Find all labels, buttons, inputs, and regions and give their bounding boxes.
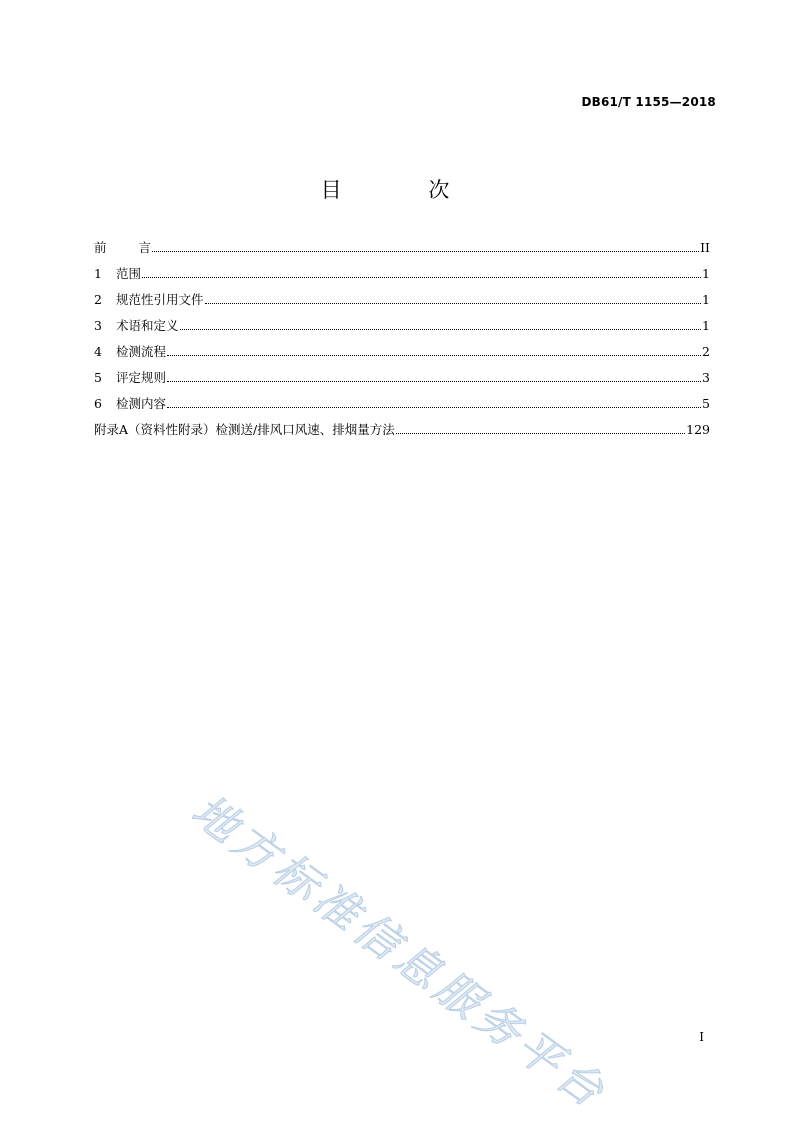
watermark: 地方标准信息服务平台 <box>182 785 617 1121</box>
toc-entry-foreword[interactable] <box>94 238 710 264</box>
toc-dot-leader <box>396 433 685 434</box>
document-code: DB61/T 1155—2018 <box>581 95 716 109</box>
toc-entry-page: 1 <box>702 318 710 333</box>
table-of-contents <box>94 238 710 446</box>
toc-entry-page: 2 <box>702 344 710 359</box>
toc-entry-number: 1 <box>94 266 102 281</box>
toc-entry-label: 检测流程 <box>116 344 167 359</box>
toc-entry-page: 5 <box>702 396 710 411</box>
toc-entry-label: 检测内容 <box>116 396 167 411</box>
toc-entry-process[interactable] <box>94 342 710 368</box>
toc-entry-number: 3 <box>94 318 102 333</box>
toc-entry-label: 范围 <box>116 266 142 281</box>
toc-entry-appendix-a[interactable] <box>94 420 710 446</box>
toc-entry-page: 1 <box>702 266 710 281</box>
toc-entry-terms[interactable] <box>94 316 710 342</box>
toc-entry-number: 6 <box>94 396 102 411</box>
toc-dot-leader <box>152 251 699 252</box>
toc-dot-leader <box>167 381 701 382</box>
toc-entry-content[interactable] <box>94 394 710 420</box>
toc-dot-leader <box>180 329 702 330</box>
toc-dot-leader <box>205 303 702 304</box>
toc-entry-label: 术语和定义 <box>116 318 179 333</box>
page-number: I <box>699 1030 704 1044</box>
page-title: 目 次 <box>320 178 490 202</box>
toc-entry-normative-references[interactable] <box>94 290 710 316</box>
toc-dot-leader <box>167 355 701 356</box>
toc-entry-page: 1 <box>702 292 710 307</box>
toc-entry-page: 3 <box>702 370 710 385</box>
toc-entry-label: 规范性引用文件 <box>116 292 204 307</box>
toc-entry-label: 评定规则 <box>116 370 167 385</box>
toc-entry-number: 5 <box>94 370 102 385</box>
toc-entry-label: 前言 <box>94 240 184 255</box>
toc-entry-page: II <box>700 240 710 255</box>
toc-entry-rules[interactable] <box>94 368 710 394</box>
toc-dot-leader <box>167 407 701 408</box>
toc-entry-label: 附录A（资料性附录）检测送/排风口风速、排烟量方法 <box>94 422 395 437</box>
toc-dot-leader <box>142 277 701 278</box>
toc-entry-number: 4 <box>94 344 102 359</box>
toc-entry-scope[interactable] <box>94 264 710 290</box>
toc-entry-number: 2 <box>94 292 102 307</box>
toc-entry-page: 129 <box>686 422 710 437</box>
